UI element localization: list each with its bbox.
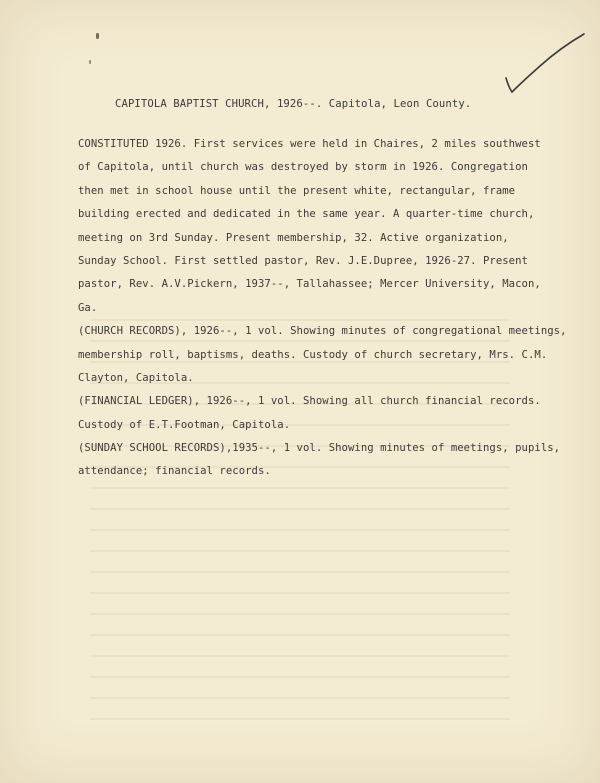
body-line: Sunday School. First settled pastor, Rev. J.E.Dupree, 1926-27. Present <box>78 254 528 267</box>
body-line: meeting on 3rd Sunday. Present membership, 32. Active organization, <box>78 231 509 244</box>
records-line: (FINANCIAL LEDGER), 1926--, 1 vol. Showing all church financial records. <box>78 395 541 408</box>
document-heading: CAPITOLA BAPTIST CHURCH, 1926--. Capitola, Leon County. <box>115 98 472 110</box>
records-line: attendance; financial records. <box>78 465 271 478</box>
body-line: pastor, Rev. A.V.Pickern, 1937--, Tallahassee; Mercer University, Macon, <box>78 278 541 291</box>
document-body <box>78 133 578 484</box>
records-line: Custody of E.T.Footman, Capitola. <box>78 418 291 431</box>
ink-mark <box>96 33 99 39</box>
body-line: of Capitola, until church was destroyed by storm in 1926. Congregation <box>78 161 528 174</box>
records-line: (CHURCH RECORDS), 1926--, 1 vol. Showing minutes of congregational meetings, <box>78 325 567 338</box>
records-line: membership roll, baptisms, deaths. Custody of church secretary, Mrs. C.M. <box>78 348 548 361</box>
records-line: (SUNDAY SCHOOL RECORDS),1935--, 1 vol. Showing minutes of meetings, pupils, <box>78 442 561 455</box>
ink-mark <box>89 60 91 64</box>
records-line: Clayton, Capitola. <box>78 371 194 384</box>
checkmark-icon <box>500 30 590 100</box>
body-line: CONSTITUTED 1926. First services were held in Chaires, 2 miles southwest <box>78 138 541 150</box>
body-line: building erected and dedicated in the same year. A quarter-time church, <box>78 208 535 221</box>
body-line: then met in school house until the present white, rectangular, frame <box>78 184 516 197</box>
body-line: Ga. <box>78 301 98 314</box>
